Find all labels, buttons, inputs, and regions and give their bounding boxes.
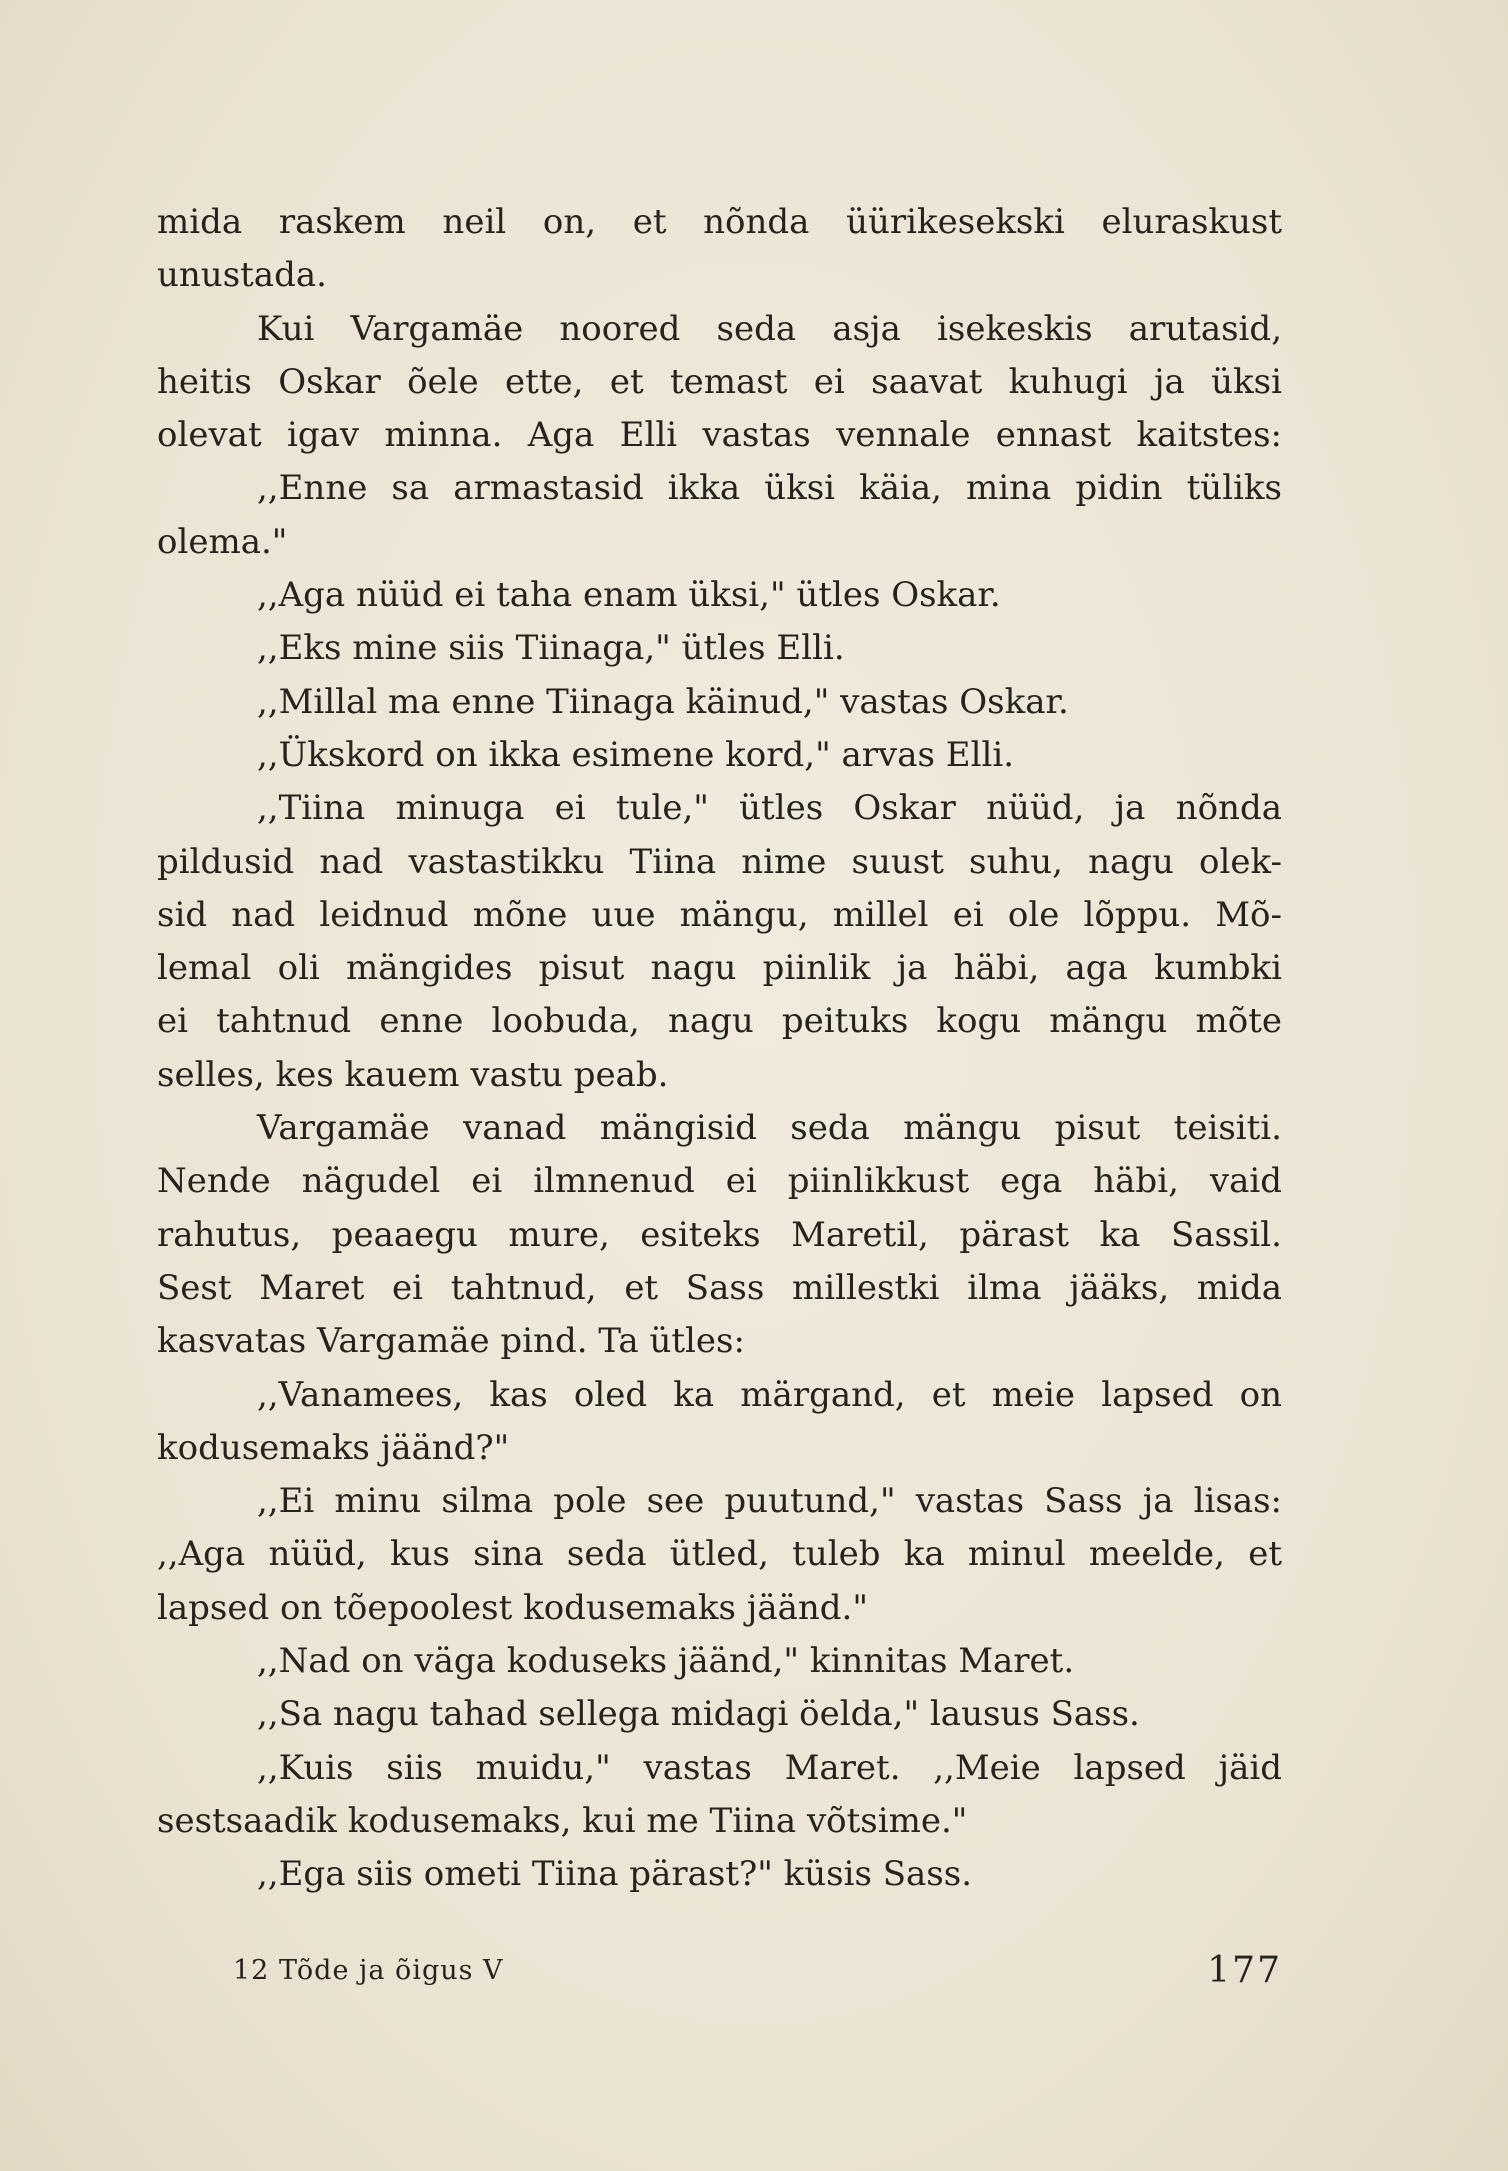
text-line: ,,Ükskord on ikka esimene kord," arvas Elli. xyxy=(257,734,1015,775)
text-line: ,,Eks mine siis Tiinaga," ütles Elli. xyxy=(257,628,845,669)
page-footer xyxy=(233,1946,1282,1996)
text-line: ,,Aga nüüd, kus sina seda ütled, tuleb ka minul meelde, et xyxy=(157,1534,1282,1575)
text-line: kodusemaks jäänd?" xyxy=(157,1427,510,1468)
text-line: kasvatas Vargamäe pind. Ta ütles: xyxy=(157,1321,745,1362)
text-line: ,,Millal ma enne Tiinaga käinud," vastas Oskar. xyxy=(257,681,1069,722)
text-line: ,,Tiina minuga ei tule," ütles Oskar nüüd, ja nõnda xyxy=(257,788,1282,829)
body-text xyxy=(157,196,1282,1902)
text-line: heitis Oskar õele ette, et temast ei saavat kuhugi ja üksi xyxy=(157,361,1282,402)
text-line: ,,Nad on väga koduseks jäänd," kinnitas Maret. xyxy=(257,1641,1075,1682)
text-line: Vargamäe vanad mängisid seda mängu pisut teisiti. xyxy=(257,1108,1282,1149)
text-line: rahutus, peaaegu mure, esiteks Maretil, pärast ka Sassil. xyxy=(157,1214,1282,1255)
text-line: ,,Aga nüüd ei taha enam üksi," ütles Oskar. xyxy=(257,575,1001,616)
text-line: pildusid nad vastastikku Tiina nime suust suhu, nagu olek- xyxy=(157,841,1282,882)
text-line: ,,Ega siis ometi Tiina pärast?" küsis Sass. xyxy=(257,1854,972,1895)
text-line: selles, kes kauem vastu peab. xyxy=(157,1054,669,1095)
text-line: Kui Vargamäe noored seda asja isekeskis arutasid, xyxy=(257,308,1282,349)
text-line: ei tahtnud enne loobuda, nagu peituks kogu mängu mõte xyxy=(157,1001,1282,1042)
text-line: ,,Ei minu silma pole see puutund," vastas Sass ja lisas: xyxy=(257,1481,1282,1522)
printer-signature: 12 Tõde ja õigus V xyxy=(233,1955,504,1986)
text-line: sestsaadik kodusemaks, kui me Tiina võtsime." xyxy=(157,1800,968,1841)
text-line: olema." xyxy=(157,521,288,562)
text-line: unustada. xyxy=(157,255,327,296)
text-line: Nende nägudel ei ilmnenud ei piinlikkust ega häbi, vaid xyxy=(157,1161,1282,1202)
text-line: sid nad leidnud mõne uue mängu, millel ei ole lõppu. Mõ- xyxy=(157,894,1282,935)
text-line: lemal oli mängides pisut nagu piinlik ja häbi, aga kumbki xyxy=(157,948,1282,989)
text-line: olevat igav minna. Aga Elli vastas vennale ennast kaitstes: xyxy=(157,415,1282,456)
text-line: ,,Sa nagu tahad sellega midagi öelda," lausus Sass. xyxy=(257,1694,1140,1735)
text-line: mida raskem neil on, et nõnda üürikesekski eluraskust xyxy=(157,202,1282,242)
page-number: 177 xyxy=(1207,1950,1282,1991)
text-line: ,,Enne sa armastasid ikka üksi käia, mina pidin tüliks xyxy=(257,468,1282,509)
text-line: ,,Kuis siis muidu," vastas Maret. ,,Meie lapsed jäid xyxy=(257,1747,1282,1788)
text-line: ,,Vanamees, kas oled ka märgand, et meie lapsed on xyxy=(257,1374,1282,1415)
text-line: Sest Maret ei tahtnud, et Sass millestki ilma jääks, mida xyxy=(157,1267,1282,1308)
text-line: lapsed on tõepoolest kodusemaks jäänd." xyxy=(157,1587,868,1628)
